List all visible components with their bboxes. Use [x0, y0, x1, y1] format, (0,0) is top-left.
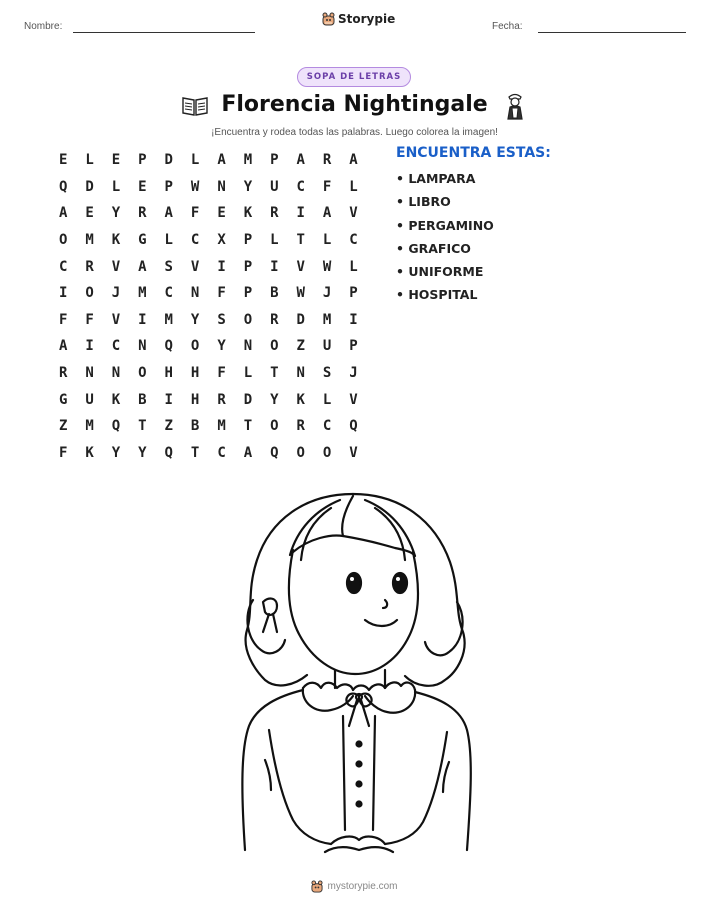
grid-letter[interactable]: A	[217, 152, 226, 169]
grid-letter[interactable]: I	[349, 311, 358, 328]
grid-letter[interactable]: T	[138, 418, 147, 435]
grid-letter[interactable]: O	[296, 444, 305, 461]
grid-letter[interactable]: Y	[111, 444, 121, 461]
grid-letter[interactable]: P	[243, 232, 253, 249]
grid-letter[interactable]: N	[111, 365, 121, 382]
grid-letter[interactable]: W	[322, 258, 332, 275]
grid-letter[interactable]: O	[190, 338, 200, 355]
grid-letter[interactable]: D	[85, 178, 94, 195]
grid-letter[interactable]: P	[243, 285, 253, 302]
grid-letter[interactable]: E	[217, 205, 226, 222]
grid-letter[interactable]: A	[243, 444, 253, 461]
grid-row	[50, 386, 367, 413]
grid-row	[50, 200, 367, 227]
grid-letter[interactable]: U	[85, 391, 94, 408]
grid-letter[interactable]: A	[296, 152, 305, 169]
grid-letter[interactable]: S	[322, 365, 332, 382]
grid-letter[interactable]: Q	[349, 418, 358, 435]
grid-letter[interactable]: P	[349, 285, 358, 302]
grid-letter[interactable]: I	[85, 338, 94, 355]
grid-letter[interactable]: Q	[164, 338, 173, 355]
grid-letter[interactable]: O	[270, 338, 279, 355]
grid-letter[interactable]: C	[322, 418, 332, 435]
name-line[interactable]	[73, 32, 255, 33]
grid-letter[interactable]: Y	[217, 338, 226, 355]
grid-letter[interactable]: I	[58, 285, 68, 302]
grid-letter[interactable]: D	[164, 152, 173, 169]
grid-letter[interactable]: E	[58, 152, 68, 169]
grid-letter[interactable]: Q	[270, 444, 279, 461]
grid-letter[interactable]: O	[243, 311, 253, 328]
grid-letter[interactable]: M	[85, 418, 94, 435]
grid-letter[interactable]: F	[190, 205, 200, 222]
grid-letter[interactable]: K	[243, 205, 253, 222]
grid-letter[interactable]: F	[322, 178, 332, 195]
grid-letter[interactable]: I	[138, 311, 147, 328]
word-item: • LAMPARA	[396, 171, 476, 186]
grid-letter[interactable]: S	[217, 311, 226, 328]
grid-letter[interactable]: N	[243, 338, 253, 355]
grid-letter[interactable]: A	[322, 205, 332, 222]
grid-letter[interactable]: R	[270, 311, 279, 328]
grid-letter[interactable]: P	[243, 258, 253, 275]
grid-letter[interactable]: U	[270, 178, 279, 195]
grid-letter[interactable]: R	[217, 391, 226, 408]
word-list	[396, 145, 551, 311]
grid-letter[interactable]: T	[190, 444, 200, 461]
grid-letter[interactable]: R	[270, 205, 279, 222]
grid-letter[interactable]: K	[111, 232, 121, 249]
grid-row	[50, 147, 367, 174]
nurse-icon	[503, 92, 527, 120]
grid-letter[interactable]: L	[349, 178, 358, 195]
grid-letter[interactable]: G	[138, 232, 147, 249]
grid-letter[interactable]: L	[322, 391, 332, 408]
word-item: • UNIFORME	[396, 264, 484, 280]
grid-letter[interactable]: Y	[138, 444, 147, 461]
grid-letter[interactable]: K	[111, 391, 121, 408]
grid-letter[interactable]: N	[190, 285, 200, 302]
grid-letter[interactable]: L	[270, 232, 279, 249]
grid-row	[50, 253, 367, 280]
grid-letter[interactable]: O	[58, 232, 68, 249]
grid-letter[interactable]: C	[190, 232, 200, 249]
grid-letter[interactable]: K	[85, 444, 94, 461]
grid-letter[interactable]: A	[349, 152, 358, 169]
grid-letter[interactable]: M	[85, 232, 94, 249]
brand-name: Storypie	[338, 12, 396, 26]
grid-letter[interactable]: L	[322, 232, 332, 249]
grid-letter[interactable]: N	[85, 365, 94, 382]
grid-letter[interactable]: O	[85, 285, 94, 302]
grid-letter[interactable]: V	[111, 258, 121, 275]
grid-letter[interactable]: I	[270, 258, 279, 275]
grid-letter[interactable]: N	[138, 338, 147, 355]
grid-letter[interactable]: Q	[164, 444, 173, 461]
grid-letter[interactable]: B	[138, 391, 147, 408]
grid-letter[interactable]: Z	[164, 418, 173, 435]
name-label: Nombre:	[24, 21, 63, 32]
grid-letter[interactable]: S	[164, 258, 173, 275]
grid-letter[interactable]: L	[85, 152, 94, 169]
grid-letter[interactable]: Y	[190, 311, 200, 328]
grid-letter[interactable]: C	[111, 338, 121, 355]
grid-letter[interactable]: O	[322, 444, 332, 461]
grid-letter[interactable]: F	[58, 444, 68, 461]
grid-letter[interactable]: T	[296, 232, 305, 249]
grid-row	[50, 413, 367, 440]
grid-letter[interactable]: L	[190, 152, 200, 169]
footer	[0, 880, 709, 893]
grid-letter[interactable]: T	[270, 365, 279, 382]
grid-letter[interactable]: N	[296, 365, 305, 382]
grid-letter[interactable]: Y	[111, 205, 121, 222]
grid-letter[interactable]: K	[296, 391, 305, 408]
page-title: Florencia Nightingale	[221, 92, 488, 117]
grid-letter[interactable]: L	[349, 258, 358, 275]
grid-letter[interactable]: R	[296, 418, 305, 435]
word-list-heading: ENCUENTRA ESTAS:	[396, 145, 551, 161]
grid-letter[interactable]: E	[111, 152, 121, 169]
grid-letter[interactable]: F	[85, 311, 94, 328]
grid-letter[interactable]: V	[349, 444, 358, 461]
grid-letter[interactable]: B	[270, 285, 279, 302]
grid-letter[interactable]: P	[270, 152, 279, 169]
grid-letter[interactable]: M	[243, 152, 253, 169]
grid-letter[interactable]: W	[190, 178, 200, 195]
grid-letter[interactable]: H	[190, 365, 200, 382]
grid-letter[interactable]: A	[58, 205, 68, 222]
grid-letter[interactable]: F	[217, 365, 226, 382]
grid-letter[interactable]: X	[217, 232, 226, 249]
grid-letter[interactable]: M	[322, 311, 332, 328]
grid-row	[50, 307, 367, 334]
grid-letter[interactable]: V	[349, 205, 358, 222]
grid-letter[interactable]: I	[164, 391, 173, 408]
grid-letter[interactable]: J	[111, 285, 121, 302]
grid-letter[interactable]: M	[164, 311, 173, 328]
grid-letter[interactable]: C	[296, 178, 305, 195]
grid-row	[50, 440, 367, 467]
grid-row	[50, 280, 367, 307]
grid-letter[interactable]: O	[138, 365, 147, 382]
grid-letter[interactable]: A	[58, 338, 68, 355]
grid-letter[interactable]: P	[138, 152, 147, 169]
grid-letter[interactable]: H	[190, 391, 200, 408]
grid-letter[interactable]: F	[58, 311, 68, 328]
grid-letter[interactable]: J	[349, 365, 358, 382]
word-item: • PERGAMINO	[396, 217, 494, 233]
grid-letter[interactable]: R	[138, 205, 147, 222]
grid-letter[interactable]: Q	[58, 178, 68, 195]
grid-letter[interactable]: P	[349, 338, 358, 355]
grid-letter[interactable]: O	[270, 418, 279, 435]
grid-letter[interactable]: R	[85, 258, 94, 275]
grid-letter[interactable]: H	[164, 365, 173, 382]
grid-letter[interactable]: C	[164, 285, 173, 302]
grid-letter[interactable]: B	[190, 418, 200, 435]
date-label: Fecha:	[492, 21, 523, 32]
grid-letter[interactable]: Z	[296, 338, 305, 355]
grid-letter[interactable]: L	[164, 232, 173, 249]
grid-letter[interactable]: Y	[270, 391, 279, 408]
grid-letter[interactable]: D	[243, 391, 253, 408]
florence-nightingale-illustration	[235, 490, 475, 855]
grid-letter[interactable]: V	[190, 258, 200, 275]
storypie-mascot-icon	[322, 12, 335, 26]
grid-letter[interactable]: E	[138, 178, 147, 195]
grid-letter[interactable]: I	[217, 258, 226, 275]
grid-letter[interactable]: G	[58, 391, 68, 408]
date-line[interactable]	[538, 32, 686, 33]
grid-letter[interactable]: R	[322, 152, 332, 169]
grid-letter[interactable]: V	[111, 311, 121, 328]
grid-letter[interactable]: J	[322, 285, 332, 302]
grid-letter[interactable]: T	[243, 418, 253, 435]
grid-row	[50, 227, 367, 254]
grid-letter[interactable]: V	[349, 391, 358, 408]
word-item: • HOSPITAL	[396, 287, 478, 303]
storypie-mascot-icon	[311, 880, 323, 893]
word-search-grid	[50, 147, 367, 466]
grid-letter[interactable]: V	[296, 258, 305, 275]
grid-letter[interactable]: A	[138, 258, 147, 275]
grid-letter[interactable]: N	[217, 178, 226, 195]
grid-letter[interactable]: M	[217, 418, 226, 435]
grid-letter[interactable]: A	[164, 205, 173, 222]
word-item: • LIBRO	[396, 194, 451, 210]
grid-letter[interactable]: W	[296, 285, 305, 302]
grid-letter[interactable]: L	[243, 365, 253, 382]
grid-letter[interactable]: P	[164, 178, 173, 195]
grid-letter[interactable]: L	[111, 178, 121, 195]
grid-letter[interactable]: Q	[111, 418, 121, 435]
grid-letter[interactable]: R	[58, 365, 68, 382]
grid-row	[50, 360, 367, 387]
brand-logo	[322, 12, 395, 26]
grid-letter[interactable]: U	[322, 338, 332, 355]
grid-letter[interactable]: C	[349, 232, 358, 249]
grid-letter[interactable]: F	[217, 285, 226, 302]
grid-row	[50, 174, 367, 201]
word-item: • GRAFICO	[396, 240, 471, 256]
grid-letter[interactable]: E	[85, 205, 94, 222]
grid-letter[interactable]: C	[58, 258, 68, 275]
grid-letter[interactable]: Z	[58, 418, 68, 435]
grid-letter[interactable]: D	[296, 311, 305, 328]
grid-row	[50, 333, 367, 360]
footer-url[interactable]: mystorypie.com	[327, 881, 398, 892]
grid-letter[interactable]: C	[217, 444, 226, 461]
grid-letter[interactable]: M	[138, 285, 147, 302]
category-badge: SOPA DE LETRAS	[297, 67, 411, 87]
grid-letter[interactable]: Y	[243, 178, 253, 195]
grid-letter[interactable]: I	[296, 205, 305, 222]
instructions: ¡Encuentra y rodea todas las palabras. Luego colorea la imagen!	[211, 127, 498, 138]
